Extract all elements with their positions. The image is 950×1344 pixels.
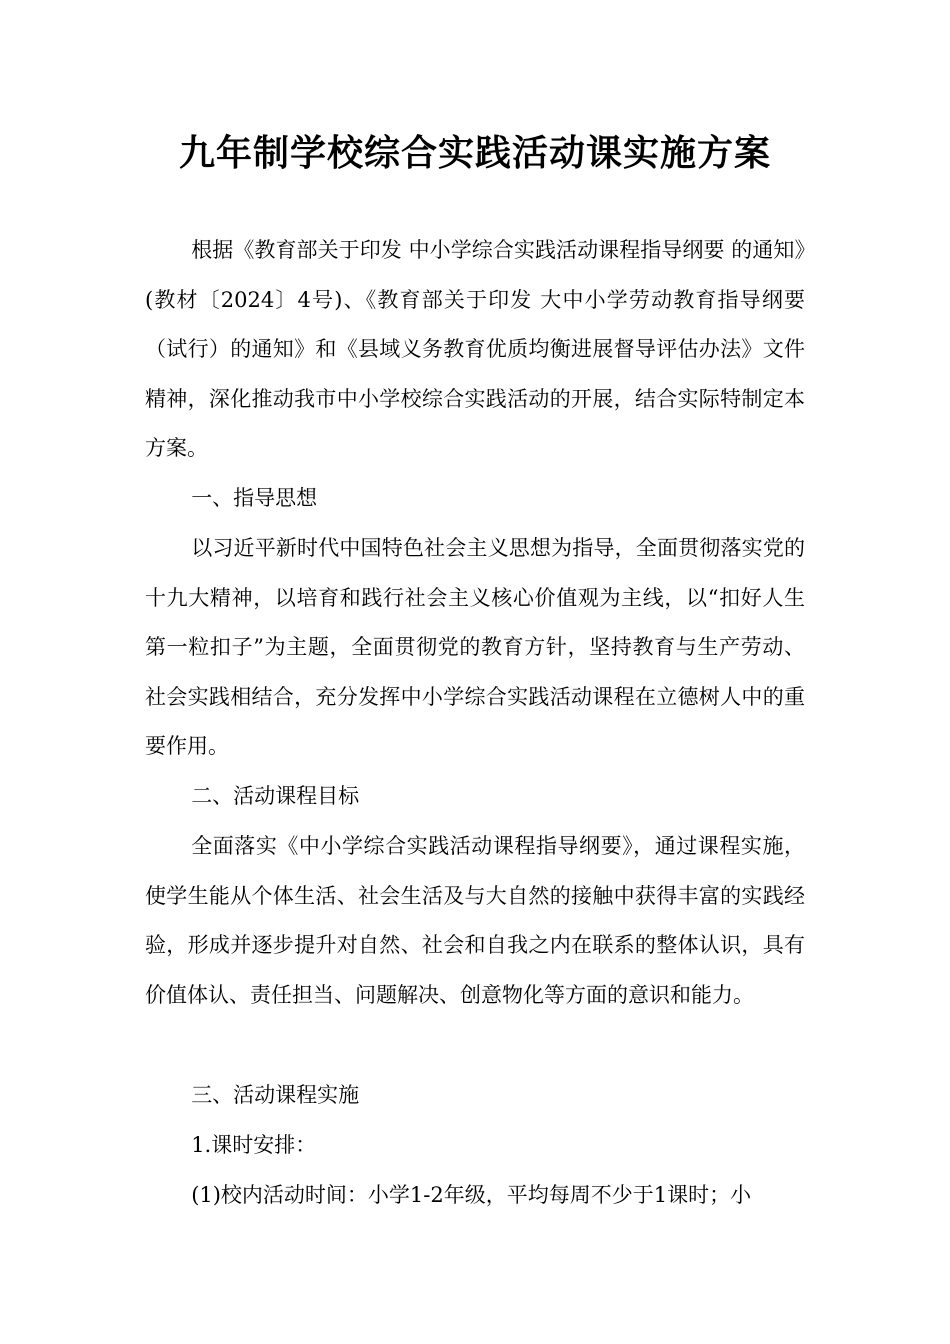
section-heading-guiding-ideology: 一、指导思想 bbox=[191, 486, 318, 510]
page-title: 九年制学校综合实践活动课实施方案 bbox=[178, 133, 771, 174]
section-heading-course-implementation: 三、活动课程实施 bbox=[191, 1083, 360, 1107]
section-heading-course-goals: 二、活动课程目标 bbox=[191, 784, 360, 808]
subsection-heading-schedule: 1.课时安排： bbox=[191, 1133, 317, 1157]
intro-paragraph: 根据《教育部关于印发 中小学综合实践活动课程指导纲要 的通知》(教材〔2024〕4号)、《教育部关于印发 大中小学劳动教育指导纲要（试行）的通知》和《县域义务教育优质均衡进展督导评估办法》文件精神，深化推动我市中小学校综合实践活动的开展，结合实际特制定本方案。 bbox=[145, 238, 805, 460]
guiding-ideology-paragraph: 以习近平新时代中国特色社会主义思想为指导，全面贯彻落实党的十九大精神，以培育和践行社会主义核心价值观为主线，以“扣好人生第一粒扣子”为主题，全面贯彻党的教育方针，坚持教育与生产劳动、社会实践相结合，充分发挥中小学综合实践活动课程在立德树人中的重要作用。 bbox=[145, 536, 805, 758]
course-goals-paragraph: 全面落实《中小学综合实践活动课程指导纲要》，通过课程实施，使学生能从个体生活、社会生活及与大自然的接触中获得丰富的实践经验，形成并逐步提升对自然、社会和自我之内在联系的整体认识，具有价值体认、责任担当、问题解决、创意物化等方面的意识和能力。 bbox=[145, 834, 805, 1007]
schedule-item-1: (1)校内活动时间：小学1-2年级，平均每周不少于1课时；小 bbox=[191, 1183, 752, 1207]
